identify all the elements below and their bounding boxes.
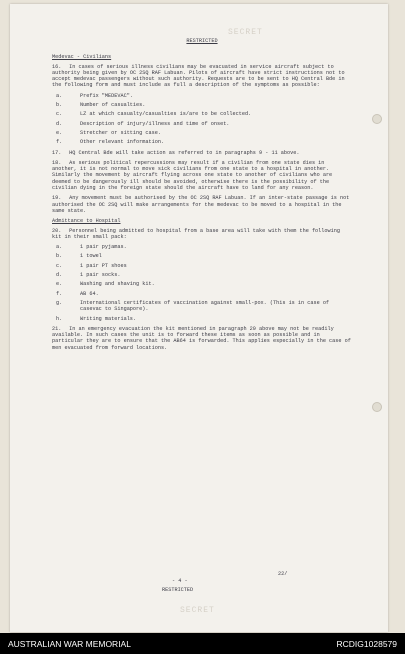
paragraph-number: 21.	[52, 325, 62, 332]
list-item: g. International certificates of vaccination against small-pox. (This is in case of casevac to Singapore).	[56, 299, 330, 313]
classification-footer: RESTRICTED	[162, 587, 194, 593]
paragraph-19	[52, 195, 352, 214]
list-item: d. Description of injury/illness and time of onset.	[56, 120, 230, 127]
list-item: e. Washing and shaving kit.	[56, 281, 155, 288]
archive-name: AUSTRALIAN WAR MEMORIAL	[8, 638, 131, 649]
paragraph-text: HQ Central Bde will take action as referred to in paragraphs 9 - 11 above.	[69, 149, 300, 156]
paragraph-16	[52, 64, 352, 89]
paragraph-21	[52, 326, 352, 351]
symptom-list	[52, 93, 352, 146]
section-heading-admittance: Admittance to Hospital	[52, 218, 121, 225]
archive-bar	[0, 633, 405, 654]
paragraph-text: In an emergency evacuation the kit mentioned in paragraph 20 above may not be readily available. In such cases the unit is to forward these items as soon as possible and in particular they are to ensure that the AB64 is forwarded. This applies especially in the case of men evacuated from forward locations.	[52, 325, 351, 351]
page-number: - 4 -	[172, 578, 188, 584]
paragraph-17	[52, 150, 352, 156]
paragraph-text: In cases of serious illness civilians may be evacuated in service aircraft subject to authority being given by OC 2SQ RAF Labuan. Pilots of aircraft have strict instructions not to accept medevac passengers without such authority. Requests are to be sent to HQ Central Bde in the following form and must include as full a description of the symptoms as possible:	[52, 63, 345, 89]
continuation-reference: 22/	[278, 571, 288, 577]
paragraph-number: 18.	[52, 159, 62, 166]
archive-id: RCDIG1028579	[336, 638, 397, 649]
paragraph-20	[52, 228, 352, 241]
list-item: h. Writing materials.	[56, 315, 137, 322]
paragraph-number: 19.	[52, 195, 62, 202]
list-item: b. Number of casualties.	[56, 102, 146, 109]
paragraph-text: Any movement must be authorised by the OC 2SQ RAF Labuan. If an inter-state passage is not authorised the OC 2SQ will make arrangements for the medevac to be moved to a hospital in the same state.	[52, 195, 350, 214]
classification-header: RESTRICTED	[186, 38, 218, 44]
paragraph-18	[52, 160, 352, 191]
watermark-bottom: SECRET	[180, 606, 215, 615]
paragraph-text: Personnel being admitted to hospital from a base area will take with them the following kit in their small pack:	[52, 227, 340, 240]
punch-hole	[372, 402, 382, 412]
paragraph-number: 16.	[52, 63, 62, 70]
paragraph-text: As serious political repercussions may result if a civilian from one state dies in another, it is not normal to move sick civilians from one state to a hospital in another. Similarly the movement by aircraft flying across one state to another of civilians who are deemed to be dangerously ill should be avoided, otherwise there is the possibility of the civilian dying in the foreign state should the aircraft have to land for any reason.	[52, 159, 333, 192]
section-heading-medevac: Medevac - Civilians	[52, 54, 112, 61]
list-item: e. Stretcher or sitting case.	[56, 129, 161, 136]
list-item: b. 1 towel	[56, 253, 102, 260]
list-item: a. 1 pair pyjamas.	[56, 244, 127, 251]
paragraph-number: 17.	[52, 149, 62, 156]
list-item: c. 1 pair PT shoes	[56, 262, 127, 269]
list-item: d. 1 pair socks.	[56, 272, 121, 279]
watermark-top: SECRET	[228, 28, 263, 37]
document-body	[52, 38, 352, 355]
list-item: f. AB 64.	[56, 290, 99, 297]
kit-list	[52, 244, 352, 322]
list-item: f. Other relevant information.	[56, 139, 165, 146]
list-item: c. LZ at which casualty/casualties is/are to be collected.	[56, 111, 252, 118]
punch-hole	[372, 114, 382, 124]
paragraph-number: 20.	[52, 227, 62, 234]
list-item: a. Prefix "MEDEVAC".	[56, 92, 133, 99]
